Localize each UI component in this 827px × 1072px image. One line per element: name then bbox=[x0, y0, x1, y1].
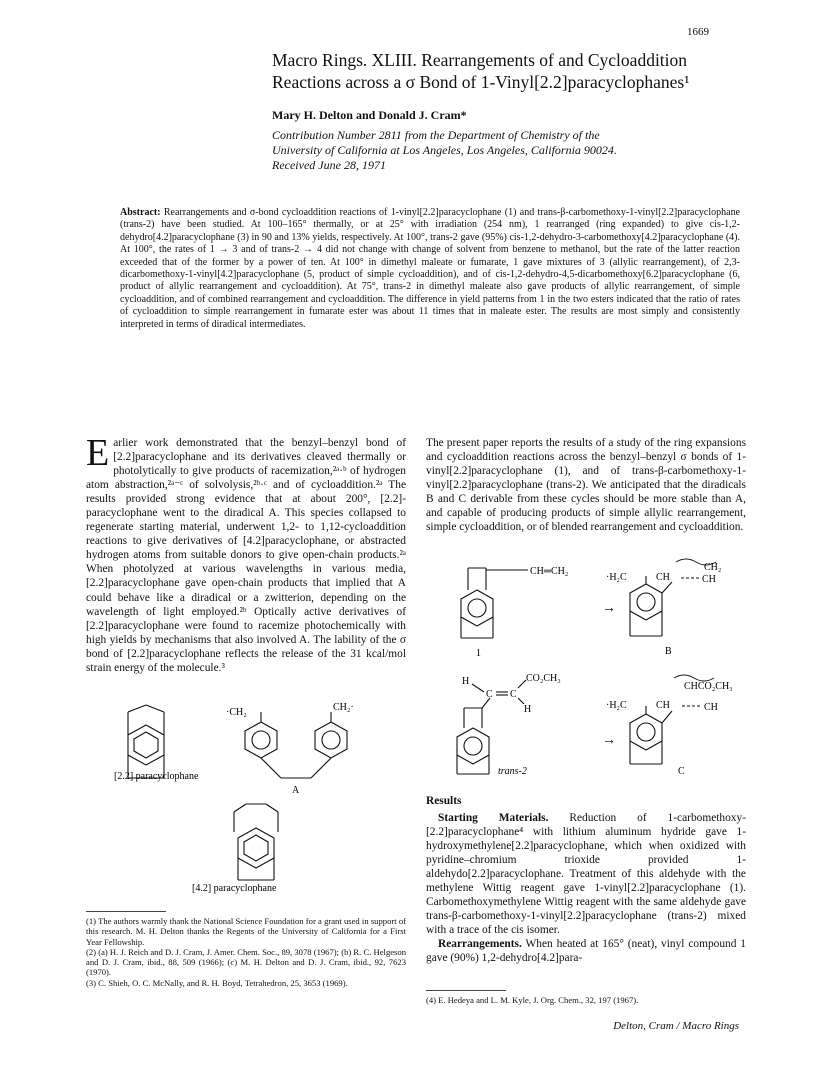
footnotes-left bbox=[86, 916, 406, 988]
label-trans-2: trans-2 bbox=[498, 766, 527, 777]
label-pcp22: [2.2] paracyclophane bbox=[114, 771, 199, 782]
label-b: B bbox=[665, 646, 672, 657]
label-t2-co2ch3: CO₂CH₃ bbox=[526, 673, 561, 684]
article-title bbox=[272, 49, 752, 93]
results-heading: Results bbox=[426, 795, 462, 807]
label-pcp42: [4.2] paracyclophane bbox=[192, 883, 277, 894]
diradical-a-structure bbox=[245, 712, 347, 778]
label-b-ch2: CH₂ bbox=[704, 562, 722, 573]
affiliation-line-1: Contribution Number 2811 from the Department of Chemistry of the bbox=[272, 128, 600, 142]
label-1: 1 bbox=[476, 648, 481, 659]
label-a: A bbox=[292, 785, 300, 796]
affiliation-line-2: University of California at Los Angeles, Los Angeles, California 90024. bbox=[272, 143, 617, 157]
arrow-t2-c: → bbox=[602, 733, 616, 748]
label-a-ch2-left: ·CH₂ bbox=[226, 707, 247, 718]
label-t2-h: H bbox=[462, 676, 470, 687]
label-b-ch-end: CH bbox=[702, 574, 716, 585]
label-c-ch: CH bbox=[656, 700, 670, 711]
label-t2-c2: C bbox=[510, 689, 517, 700]
intro-paragraph: arlier work demonstrated that the benzyl–benzyl bond of [2.2]paracyclophane and its derivatives cleaved thermally or photolytically to give products of racemization,²ᵃ·ᵇ of hydrogen atom abstraction,²ᵃ⁻ᶜ of solvolysis,²ᵇ·ᶜ and of cycloaddition.²ᵃ The results provided strong evidence that at about 200°, [2.2]-paracyclophane went to the diradical A. This species collapsed to regenerate starting material, underwent 1,2- to 1,12-cycloaddition reactions to give derivatives of [4.2]paracyclophane, or abstracted hydrogen atoms from suitable donors to give open-chain products.²ᵃ When photolyzed at various wavelengths in various media, [2.2]paracyclophane gave open-chain products that implied that A could behave like a diradical or a zwitterion, depending on the wavelength of light employed.²ᵇ Optically active derivatives of [2.2]paracyclophane were found to racemize photochemically with high yields by mechanisms that also involved A. The lability of the σ bond of [2.2]paracyclophane reflects the release of the 31 kcal/mol strain energy of the molecule.³ bbox=[86, 437, 406, 674]
left-column-intro bbox=[86, 432, 406, 675]
label-t2-h2: H bbox=[524, 704, 532, 715]
compound-1-structure bbox=[461, 568, 528, 638]
label-c-h2c: ·H₂C bbox=[606, 700, 627, 711]
title-line-1: Macro Rings. XLIII. Rearrangements of and Cycloaddition bbox=[272, 50, 688, 70]
footnote-2: (2) (a) H. J. Reich and D. J. Cram, J. Amer. Chem. Soc., 89, 3078 (1967); (b) R. C. Helgeson and D. J. Cram, ibid., 88, 509 (1966); (c) M. H. Delton and D. J. Cram, ibid., 92, 7623 (1970). bbox=[86, 946, 406, 978]
abstract-label: Abstract: bbox=[120, 207, 161, 218]
footnote-3: (3) C. Shieh, O. C. McNally, and R. H. Boyd, Tetrahedron, 25, 3653 (1969). bbox=[86, 977, 348, 988]
running-footer: Delton, Cram / Macro Rings bbox=[613, 1020, 739, 1032]
label-c: C bbox=[678, 766, 685, 777]
starting-materials-label: Starting Materials. bbox=[438, 812, 549, 824]
paracyclophane-42-structure bbox=[234, 804, 278, 880]
label-c-ch-end: CH bbox=[704, 702, 718, 713]
paracyclophane-22-structure bbox=[128, 705, 164, 778]
abstract bbox=[120, 207, 740, 331]
arrow-1-b: → bbox=[602, 601, 616, 616]
footnote-1: (1) The authors warmly thank the National Science Foundation for a grant used in support of this research. M. H. Delton thanks the Regents of the University of California for a First Year Fellowship. bbox=[86, 916, 406, 947]
label-c-chco2ch3: CHCO₂CH₃ bbox=[684, 681, 733, 692]
label-b-ch: CH bbox=[656, 572, 670, 583]
footnote-rule-right bbox=[426, 990, 506, 991]
affiliation bbox=[272, 128, 752, 173]
label-vinyl: CH═CH₂ bbox=[530, 566, 569, 577]
rearrangements-label: Rearrangements. bbox=[438, 938, 522, 951]
received-date: Received June 28, 1971 bbox=[272, 158, 386, 172]
page-number: 1669 bbox=[687, 26, 709, 38]
results-text bbox=[426, 811, 746, 966]
right-column-intro: The present paper reports the results of a study of the ring expansions and cycloaddition reactions across the benzyl–benzyl σ bonds of 1-vinyl[2.2]paracyclophane (1), and of trans-β-carbomethoxy-1-vinyl[2.2]paracyclophane (trans-2). We anticipated that the diradicals B and C derivable from these cycles should be more stable than A, and capable of producing products of simple allylic rearrangement, simple cycloaddition, or of blended rearrangement and cycloaddition. bbox=[426, 437, 746, 534]
authors: Mary H. Delton and Donald J. Cram* bbox=[272, 108, 467, 122]
label-t2-c1: C bbox=[486, 689, 493, 700]
label-a-ch2-right: CH₂· bbox=[333, 702, 354, 713]
footnote-rule bbox=[86, 911, 166, 912]
structures-right bbox=[426, 548, 746, 794]
footnote-4: (4) E. Hedeya and L. M. Kyle, J. Org. Chem., 32, 197 (1967). bbox=[426, 995, 639, 1005]
rearrangements-text: When heated at 165° (neat), vinyl compound 1 gave (90%) 1,2-dehydro[4.2]para- bbox=[426, 938, 746, 965]
results-paragraph-1 bbox=[426, 811, 746, 937]
label-b-h2c: ·H₂C bbox=[606, 572, 627, 583]
structures-left bbox=[86, 700, 406, 910]
results-paragraph-2 bbox=[426, 937, 746, 965]
drop-cap: E bbox=[86, 432, 110, 474]
abstract-text: Rearrangements and σ-bond cycloaddition reactions of 1-vinyl[2.2]paracyclophane (1) and trans-β-carbomethoxy-1-vinyl[2.2]paracyclophane (trans-2) have been studied. At 100–165° thermally, or at 25° with irradiation (254 nm), 1 rearranged (ring expanded) to give cis-1,2-dehydro[4.2]paracyclophane (3) in 90 and 13% yields, respectively. At 100°, trans-2 gave (95%) cis-1,2-dehydro-3-carbomethoxy[4.2]paracyclophane (4). At 100°, the rates of 1 → 3 and of trans-2 → 4 did not change with change of solvent from benzene to methanol, but the rate of the latter reaction exceeded that of the former by a power of ten. At 100° in dimethyl maleate or fumarate, 1 gave mixtures of 3 (allylic rearrangement), of 2,3-dicarbomethoxy-1-vinyl[4.2]paracyclophane (5, product of simple cycloaddition), and of cis-1,2-dehydro-4,5-dicarbomethoxy[6.2]paracyclophane (6, product of allylic rearrangement and cycloaddition). At 75°, trans-2 in dimethyl maleate also gave products of allylic rearrangement, of simple cycloaddition, and of combined rearrangement and cycloaddition. The difference in yield patterns from 1 in the two esters indicated that the ratio of rates of cycloaddition to simple rearrangement in fumarate ester was about 11 times that in maleate ester. The results are most simply and consistently interpreted in terms of diradical intermediates. bbox=[120, 207, 741, 330]
title-line-2: Reactions across a σ Bond of 1-Vinyl[2.2]paracyclophanes¹ bbox=[272, 72, 690, 92]
starting-materials-text: Reduction of 1-carbomethoxy-[2.2]paracyclophane⁴ with lithium aluminum hydride gave 1-hydroxymethylene[2.2]paracyclophane, which when oxidized with pyridine–chromium trioxide provided 1-aldehydo[2.2]paracyclophane. Treatment of this aldehyde with the methylene Wittig reagent gave 1-vinyl[2.2]paracyclophane (1). Carbomethoxymethylene Wittig reagent with the same aldehyde gave trans-β-carbomethoxy-1-vinyl[2.2]paracyclophane (trans-2) mixed with a trace of the cis isomer. bbox=[426, 812, 746, 937]
